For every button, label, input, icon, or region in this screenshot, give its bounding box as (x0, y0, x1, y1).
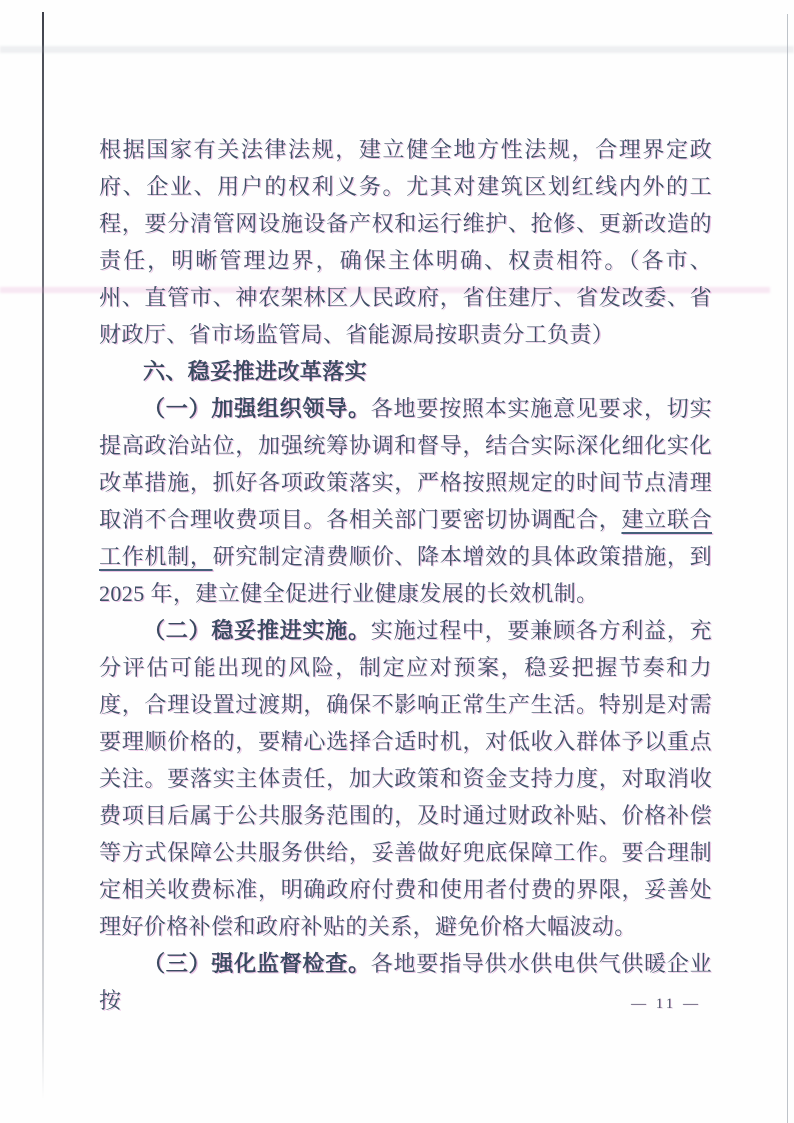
text-run: 各地要按照本实施意见要求，切实提高政治站位，加强统筹协调和督导，结合实际深化细化实化改革措施，抓好各项政策落实，严格按照规定的时间节点清理取消不合理收费项目。各相关部门要密切协调配合， (99, 396, 712, 532)
scan-streak-artifact (0, 46, 794, 53)
document-text-block (99, 131, 712, 1019)
paragraph (99, 390, 712, 612)
paragraph (99, 612, 712, 945)
text-run: （一）加强组织领导。 (143, 396, 371, 421)
section-heading (99, 353, 712, 390)
text-run: 六、稳妥推进改革落实 (143, 359, 368, 384)
text-run: 建立联合工作机制， (99, 507, 712, 569)
text-run: 根据国家有关法律法规，建立健全地方性法规，合理界定政府、企业、用户的权利义务。尤其对建筑区划红线内外的工程，要分清管网设施设备产权和运行维护、抢修、更新改造的责任，明晰管理边界，确保主体明确、权责相符。（各市、州、直管市、神农架林区人民政府，省住建厅、省发改委、省财政厅、省市场监管局、省能源局按职责分工负责） (99, 137, 712, 347)
page-number: — 11 — (631, 996, 701, 1012)
text-run: 研究制定清费顺价、降本增效的具体政策措施，到 2025 年，建立健全促进行业健康发展的长效机制。 (99, 544, 712, 606)
scan-left-edge-line (42, 12, 44, 1100)
text-run: （二）稳妥推进实施。 (143, 618, 371, 643)
paragraph (99, 131, 712, 353)
text-run: （三）强化监督检查。 (143, 951, 371, 976)
scan-right-edge-line (787, 14, 788, 1123)
text-run: 实施过程中，要兼顾各方利益，充分评估可能出现的风险，制定应对预案，稳妥把握节奏和力度，合理设置过渡期，确保不影响正常生产生活。特别是对需要理顺价格的，要精心选择合适时机，对低收入群体予以重点关注。要落实主体责任，加大政策和资金支持力度，对取消收费项目后属于公共服务范围的，及时通过财政补贴、价格补偿等方式保障公共服务供给，妥善做好兜底保障工作。要合理制定相关收费标准，明确政府付费和使用者付费的界限，妥善处理好价格补偿和政府补贴的关系，避免价格大幅波动。 (99, 618, 712, 939)
text-run: 各地要指导供水供电供气供暖企业按 (99, 951, 712, 1013)
